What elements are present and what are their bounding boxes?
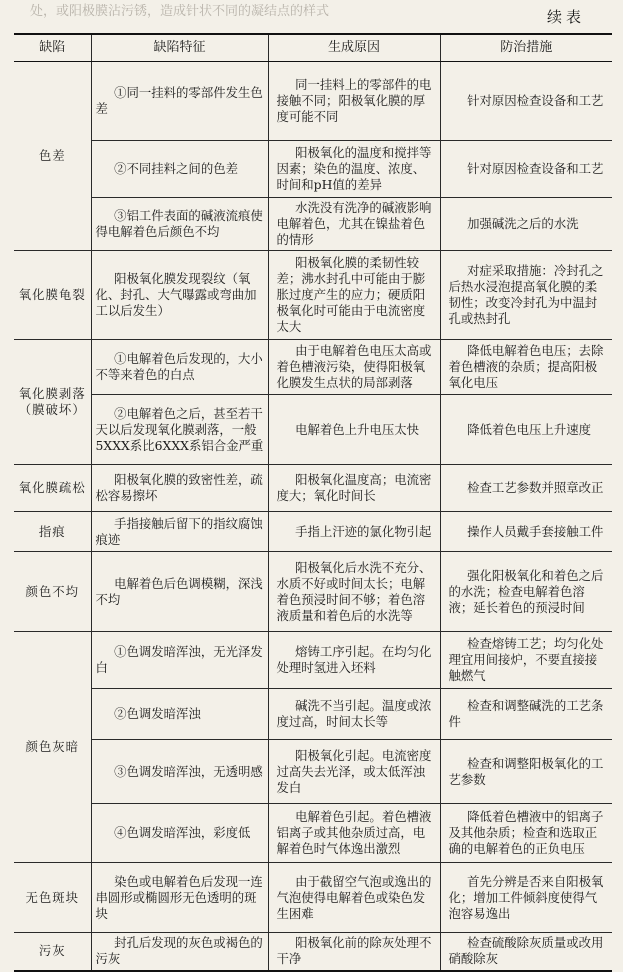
defect-oxide-film-peeling: 氧化膜剥落（膜破坏） — [14, 340, 91, 465]
cause-cell: 阳极氧化后水洗不充分、水质不好或时间太长；电解着色预浸时间不够；着色溶液质量和着色后的水洗等 — [268, 552, 440, 632]
measure-cell: 针对原因检查设备和工艺 — [440, 141, 612, 198]
feature-cell: 阳极氧化膜发现裂纹（氧化、封孔、大气曝露或弯曲加工以后发生） — [91, 251, 268, 340]
measure-cell: 检查熔铸工艺；均匀化处理宜用间接炉，不要直接接触燃气 — [440, 632, 612, 689]
cause-cell: 同一挂料上的零部件的电接触不同；阳极氧化膜的厚度可能不同 — [268, 62, 440, 141]
defect-uneven-color: 颜色不均 — [14, 552, 91, 632]
feature-cell: 封孔后发现的灰色或褐色的污灰 — [91, 933, 268, 971]
cause-cell: 熔铸工序引起。在均匀化处理时氢进入坯料 — [268, 632, 440, 689]
feature-cell: 阳极氧化膜的致密性差，疏松容易擦坏 — [91, 465, 268, 512]
header-feature: 缺陷特征 — [91, 34, 268, 62]
defect-oxide-film-cracking: 氧化膜龟裂 — [14, 251, 91, 340]
cause-cell: 阳极氧化的温度和搅拌等因素；染色的温度、浓度、时间和pH值的差异 — [268, 141, 440, 198]
cause-cell: 由于截留空气泡或逸出的气泡使得电解着色或染色发生困难 — [268, 863, 440, 933]
measure-cell: 操作人员戴手套接触工件 — [440, 512, 612, 552]
feature-cell: 染色或电解着色后发现一连串圆形或椭圆形无色透明的斑块 — [91, 863, 268, 933]
measure-cell: 检查工艺参数并照章改正 — [440, 465, 612, 512]
measure-cell: 降低着色槽液中的铝离子及其他杂质；检查和选取正确的电解着色的正负电压 — [440, 804, 612, 863]
measure-cell: 降低电解着色电压；去除着色槽液的杂质；提高阳极氧化电压 — [440, 340, 612, 395]
defects-table — [14, 33, 612, 972]
continued-table-label: 续表 — [546, 8, 585, 26]
feature-cell: ①电解着色后发现的，大小不等来着色的白点 — [91, 340, 268, 395]
feature-cell: ④色调发暗浑浊，彩度低 — [91, 804, 268, 863]
feature-cell: 手指接触后留下的指纹腐蚀痕迹 — [91, 512, 268, 552]
cause-cell: 阳极氧化温度高；电流密度大；氧化时间长 — [268, 465, 440, 512]
cause-cell: 电解着色引起。着色槽液铝离子或其他杂质过高，电解着色时气体逸出激烈 — [268, 804, 440, 863]
cause-cell: 阳极氧化引起。电流密度过高失去光泽，或太低浑浊发白 — [268, 740, 440, 804]
measure-cell: 检查和调整阳极氧化的工艺参数 — [440, 740, 612, 804]
header-measure: 防治措施 — [440, 34, 612, 62]
feature-cell: ②色调发暗浑浊 — [91, 689, 268, 740]
measure-cell: 降低着色电压上升速度 — [440, 395, 612, 465]
feature-cell: 电解着色后色调模糊，深浅不均 — [91, 552, 268, 632]
defect-colorless-spots: 无色斑块 — [14, 863, 91, 933]
cause-cell: 由于电解着色电压太高或着色槽液污染，使得阳极氧化膜发生点状的局部剥落 — [268, 340, 440, 395]
feature-cell: ③色调发暗浑浊，无透明感 — [91, 740, 268, 804]
measure-cell: 对症采取措施：冷封孔之后热水浸泡提高氧化膜的柔韧性；改变冷封孔为中温封孔或热封孔 — [440, 251, 612, 340]
cause-cell: 阳极氧化膜的柔韧性较差；沸水封孔中可能由于膨胀过度产生的应力；硬质阳极氧化时可能由于电流密度太大 — [268, 251, 440, 340]
feature-cell: ②不同挂料之间的色差 — [91, 141, 268, 198]
cause-cell: 水洗没有洗净的碱液影响电解着色，尤其在镍盐着色的情形 — [268, 198, 440, 251]
cause-cell: 手指上汗迹的氯化物引起 — [268, 512, 440, 552]
defect-dull-color: 颜色灰暗 — [14, 632, 91, 863]
feature-cell: ③铝工件表面的碱液流痕使得电解着色后颜色不均 — [91, 198, 268, 251]
measure-cell: 强化阳极氧化和着色之后的水洗；检查电解着色溶液；延长着色的预浸时间 — [440, 552, 612, 632]
header-cause: 生成原因 — [268, 34, 440, 62]
feature-cell: ②电解着色之后，甚至若干天以后发现氧化膜剥落，一般5XXX系比6XXX系铝合金严重 — [91, 395, 268, 465]
cause-cell: 碱洗不当引起。温度或浓度过高，时间太长等 — [268, 689, 440, 740]
defect-color-difference: 色差 — [14, 62, 91, 251]
feature-cell: ①同一挂料的零部件发生色差 — [91, 62, 268, 141]
measure-cell: 首先分辨是否来自阳极氧化；增加工件倾斜度使得气泡容易逸出 — [440, 863, 612, 933]
defect-oxide-film-loose: 氧化膜疏松 — [14, 465, 91, 512]
measure-cell: 加强碱洗之后的水洗 — [440, 198, 612, 251]
measure-cell: 检查和调整碱洗的工艺条件 — [440, 689, 612, 740]
faded-header-text: 处，或阳极膜沾污锈，造成针状不同的凝结点的样式 — [30, 4, 330, 18]
feature-cell: ①色调发暗浑浊，无光泽发白 — [91, 632, 268, 689]
measure-cell: 针对原因检查设备和工艺 — [440, 62, 612, 141]
cause-cell: 阳极氧化前的除灰处理不干净 — [268, 933, 440, 971]
defect-dirty-ash: 污灰 — [14, 933, 91, 971]
measure-cell: 检查硫酸除灰质量或改用硝酸除灰 — [440, 933, 612, 971]
header-defect: 缺陷 — [14, 34, 91, 62]
cause-cell: 电解着色上升电压太快 — [268, 395, 440, 465]
defect-fingerprint: 指痕 — [14, 512, 91, 552]
